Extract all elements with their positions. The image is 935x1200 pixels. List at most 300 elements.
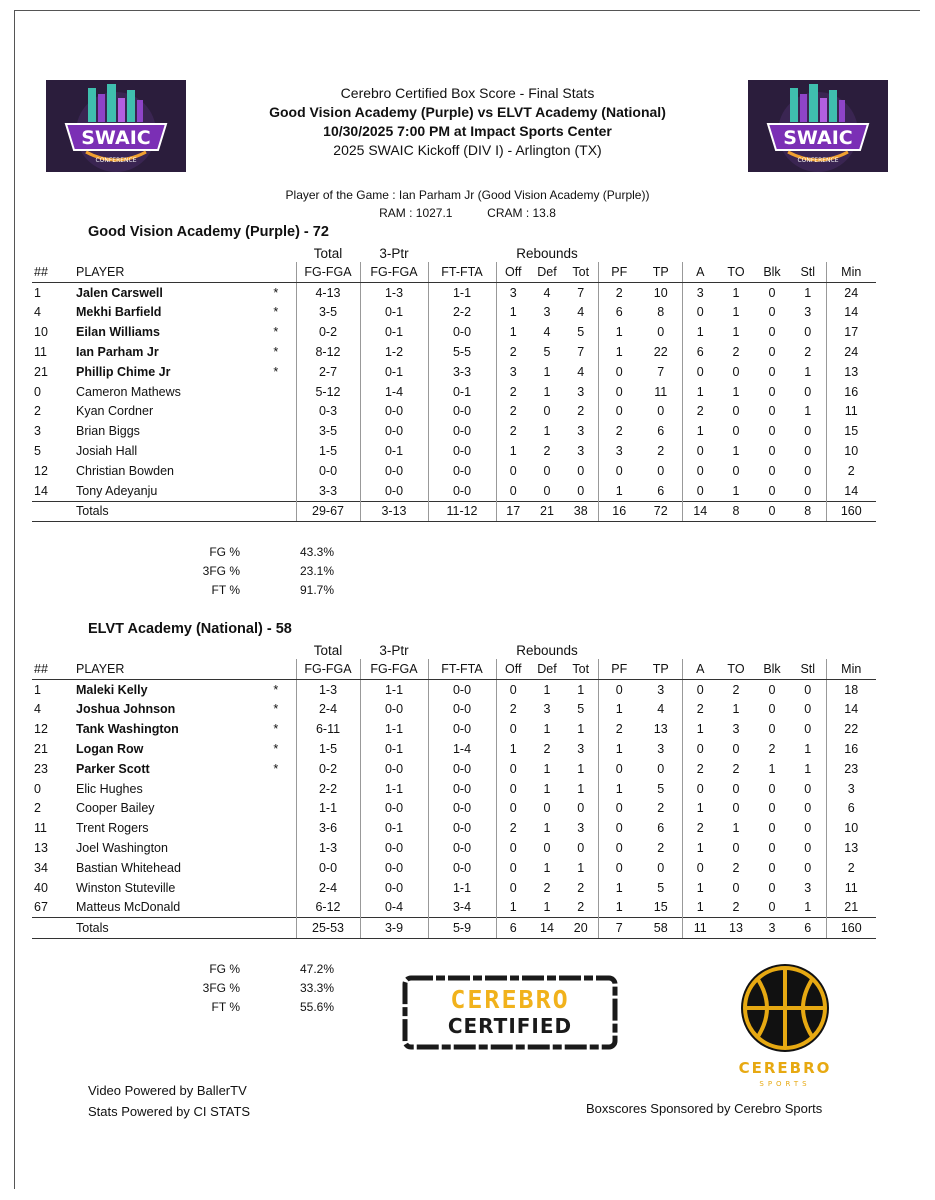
- swaic-logo-graphic: [748, 80, 888, 172]
- totals-label: Totals: [76, 918, 256, 939]
- totals-row: [32, 501, 876, 522]
- col-fg: FG-FGA: [296, 262, 360, 282]
- stat-ft: 0-0: [428, 461, 496, 481]
- stat-pf: 0: [615, 761, 623, 776]
- stat-ft: 0-0: [428, 858, 496, 878]
- total-fg: 25-53: [296, 918, 360, 939]
- player-row: [32, 719, 876, 739]
- player-name: Joshua Johnson: [76, 702, 176, 717]
- stat-fg: 3-6: [296, 818, 360, 838]
- starter-mark: *: [256, 342, 296, 362]
- stat-def: 0: [543, 463, 551, 478]
- stat-min: 16: [844, 384, 859, 399]
- starter-mark: *: [256, 282, 296, 302]
- stat-3fg: 0-1: [360, 441, 428, 461]
- stat-blk: 0: [768, 880, 776, 895]
- starter-mark: *: [256, 322, 296, 342]
- starter-mark: [256, 878, 296, 898]
- player-name: Tank Washington: [76, 722, 179, 737]
- stat-def: 1: [543, 384, 551, 399]
- total-def: 21: [530, 501, 564, 522]
- stat-a: 0: [696, 682, 704, 697]
- stat-fg: 5-12: [296, 382, 360, 402]
- col-num: ##: [32, 659, 76, 679]
- player-row: [32, 382, 876, 402]
- stat-min: 14: [844, 702, 859, 717]
- total-pf: 7: [598, 918, 640, 939]
- player-row: [32, 878, 876, 898]
- stat-a: 1: [696, 801, 704, 816]
- player-of-game: [200, 188, 735, 220]
- stat-3fg: 1-3: [360, 282, 428, 302]
- stat-blk: 0: [768, 384, 776, 399]
- stat-a: 0: [696, 742, 704, 757]
- col-pf: PF: [598, 262, 640, 282]
- stat-3fg: 0-0: [360, 759, 428, 779]
- stat-ft: 0-0: [428, 322, 496, 342]
- stat-pf: 6: [615, 305, 623, 320]
- stat-off: 2: [509, 424, 517, 439]
- stat-pf: 1: [615, 325, 623, 340]
- player-name: Ian Parham Jr: [76, 345, 159, 360]
- stat-tot: 1: [564, 779, 598, 799]
- player-name: Josiah Hall: [76, 444, 138, 459]
- starter-mark: [256, 461, 296, 481]
- stat-ft: 3-3: [428, 362, 496, 382]
- stat-3fg: 0-0: [360, 700, 428, 720]
- player-name: Tony Adeyanju: [76, 483, 158, 498]
- player-row: [32, 481, 876, 501]
- player-name: Mekhi Barfield: [76, 305, 162, 320]
- stat-tp: 0: [640, 759, 682, 779]
- stat-def: 3: [543, 702, 551, 717]
- jersey-number: 10: [34, 325, 48, 340]
- box-score-header: [200, 84, 735, 160]
- stat-tot: 1: [564, 759, 598, 779]
- stat-to: 0: [732, 404, 740, 419]
- starter-mark: *: [256, 700, 296, 720]
- player-row: [32, 898, 876, 918]
- starter-mark: *: [256, 719, 296, 739]
- starter-mark: *: [256, 362, 296, 382]
- total-to: 8: [718, 501, 754, 522]
- stat-tot: 5: [564, 700, 598, 720]
- sponsor-credit: Boxscores Sponsored by Cerebro Sports: [586, 1101, 823, 1116]
- stat-tp: 0: [640, 461, 682, 481]
- stat-fg: 3-5: [296, 303, 360, 323]
- stat-ft: 0-0: [428, 799, 496, 819]
- total-ft: 11-12: [428, 501, 496, 522]
- col-tp: TP: [640, 659, 682, 679]
- col-min: Min: [826, 262, 876, 282]
- stat-off: 1: [509, 900, 517, 915]
- swaic-logo-left: [46, 80, 186, 172]
- starter-mark: [256, 421, 296, 441]
- stat-tot: 3: [564, 818, 598, 838]
- footer-credits: [88, 1080, 250, 1122]
- stat-min: 10: [844, 821, 859, 836]
- stat-ft: 0-0: [428, 818, 496, 838]
- starter-mark: [256, 481, 296, 501]
- stat-stl: 2: [790, 342, 826, 362]
- stat-fg: 1-3: [296, 679, 360, 699]
- player-name: Cameron Mathews: [76, 384, 181, 399]
- starter-mark: [256, 382, 296, 402]
- stat-blk: 0: [768, 325, 776, 340]
- stat-to: 2: [732, 900, 740, 915]
- column-header-row: [32, 262, 876, 282]
- stat-a: 2: [696, 404, 704, 419]
- totals-label: Totals: [76, 501, 256, 522]
- total-stl: 8: [790, 501, 826, 522]
- stat-min: 10: [844, 444, 859, 459]
- starter-mark: *: [256, 739, 296, 759]
- ram-value: RAM : 1027.1: [379, 206, 453, 220]
- stat-to: 0: [732, 742, 740, 757]
- col-blk: Blk: [754, 659, 790, 679]
- stat-tp: 10: [640, 282, 682, 302]
- stat-fg: 2-2: [296, 779, 360, 799]
- stat-blk: 0: [768, 682, 776, 697]
- stat-tp: 11: [640, 382, 682, 402]
- group-rebounds: Rebounds: [516, 642, 578, 658]
- stat-blk: 0: [768, 841, 776, 856]
- jersey-number: 34: [34, 860, 48, 875]
- stat-a: 6: [696, 345, 704, 360]
- stat-tp: 3: [640, 739, 682, 759]
- col-pf: PF: [598, 659, 640, 679]
- stat-tot: 7: [564, 342, 598, 362]
- team1-title: Good Vision Academy (Purple) - 72: [88, 224, 329, 240]
- stat-def: 1: [543, 860, 551, 875]
- stat-a: 2: [696, 761, 704, 776]
- stat-tp: 8: [640, 303, 682, 323]
- stat-3fg: 1-4: [360, 382, 428, 402]
- total-def: 14: [530, 918, 564, 939]
- player-row: [32, 342, 876, 362]
- total-blk: 3: [754, 918, 790, 939]
- jersey-number: 0: [34, 384, 41, 399]
- player-row: [32, 282, 876, 302]
- stat-tp: 0: [640, 322, 682, 342]
- stat-a: 3: [696, 285, 704, 300]
- player-row: [32, 779, 876, 799]
- col-stl: Stl: [790, 659, 826, 679]
- stat-fg: 6-12: [296, 898, 360, 918]
- stat-ft: 2-2: [428, 303, 496, 323]
- stat-blk: 0: [768, 444, 776, 459]
- stat-min: 18: [844, 682, 859, 697]
- stat-def: 1: [543, 722, 551, 737]
- player-row: [32, 818, 876, 838]
- jersey-number: 12: [34, 722, 48, 737]
- stat-stl: 0: [790, 461, 826, 481]
- col-ft: FT-FTA: [428, 659, 496, 679]
- stat-ft: 5-5: [428, 342, 496, 362]
- stat-def: 1: [543, 781, 551, 796]
- stat-to: 1: [732, 384, 740, 399]
- stat-off: 0: [509, 722, 517, 737]
- stat-fg: 2-4: [296, 700, 360, 720]
- col-tp: TP: [640, 262, 682, 282]
- jersey-number: 5: [34, 444, 41, 459]
- player-name: Logan Row: [76, 742, 144, 757]
- jersey-number: 21: [34, 364, 48, 379]
- stat-tp: 0: [640, 858, 682, 878]
- player-row: [32, 402, 876, 422]
- stat-min: 16: [844, 742, 859, 757]
- stat-fg: 4-13: [296, 282, 360, 302]
- stat-ft: 0-0: [428, 719, 496, 739]
- stat-tp: 0: [640, 402, 682, 422]
- stat-min: 21: [844, 900, 859, 915]
- team2-box-table: [32, 641, 876, 939]
- stat-a: 0: [696, 305, 704, 320]
- stat-stl: 0: [790, 838, 826, 858]
- stat-stl: 0: [790, 382, 826, 402]
- stat-3fg: 0-1: [360, 362, 428, 382]
- stat-min: 24: [844, 285, 859, 300]
- stat-tot: 4: [564, 303, 598, 323]
- player-name: Matteus McDonald: [76, 900, 181, 915]
- game-datetime: 10/30/2025 7:00 PM at Impact Sports Center: [323, 123, 612, 139]
- stat-stl: 0: [790, 799, 826, 819]
- col-a: A: [682, 262, 718, 282]
- stat-fg: 1-3: [296, 838, 360, 858]
- header-line1: Cerebro Certified Box Score - Final Stats: [340, 85, 595, 101]
- stat-off: 0: [509, 463, 517, 478]
- col-off: Off: [496, 659, 530, 679]
- stat-min: 2: [847, 860, 855, 875]
- stat-def: 4: [543, 285, 551, 300]
- total-ft: 5-9: [428, 918, 496, 939]
- group-rebounds: Rebounds: [516, 245, 578, 261]
- stat-3fg: 0-0: [360, 481, 428, 501]
- stat-tp: 5: [640, 779, 682, 799]
- stat-stl: 0: [790, 322, 826, 342]
- stat-stl: 1: [790, 402, 826, 422]
- player-name: Jalen Carswell: [76, 285, 163, 300]
- col-def: Def: [530, 262, 564, 282]
- stat-a: 1: [696, 841, 704, 856]
- col-3fg: FG-FGA: [360, 659, 428, 679]
- col-def: Def: [530, 659, 564, 679]
- stat-def: 1: [543, 364, 551, 379]
- player-name: Cooper Bailey: [76, 801, 155, 816]
- stat-tot: 5: [564, 322, 598, 342]
- totals-blank: [256, 501, 296, 522]
- stat-off: 2: [509, 345, 517, 360]
- cerebro-sports-logo: [725, 960, 845, 1090]
- jersey-number: 11: [34, 345, 47, 360]
- stat-stl: 1: [790, 898, 826, 918]
- player-row: [32, 838, 876, 858]
- stat-def: 1: [543, 761, 551, 776]
- basketball-icon: [725, 960, 845, 1090]
- stat-tot: 3: [564, 382, 598, 402]
- stat-3fg: 1-1: [360, 779, 428, 799]
- stat-tp: 2: [640, 838, 682, 858]
- stat-blk: 2: [768, 742, 776, 757]
- player-row: [32, 461, 876, 481]
- potg-ratings: [200, 206, 735, 220]
- stat-min: 14: [844, 305, 859, 320]
- starter-mark: [256, 858, 296, 878]
- stat-def: 1: [543, 821, 551, 836]
- stat-tp: 3: [640, 679, 682, 699]
- stat-ft: 0-0: [428, 421, 496, 441]
- total-off: 6: [496, 918, 530, 939]
- total-3fg: 3-9: [360, 918, 428, 939]
- col-a: A: [682, 659, 718, 679]
- jersey-number: 11: [34, 821, 47, 836]
- stat-3fg: 0-0: [360, 878, 428, 898]
- player-row: [32, 858, 876, 878]
- stat-min: 23: [844, 761, 859, 776]
- jersey-number: 1: [34, 285, 41, 300]
- total-tot: 38: [564, 501, 598, 522]
- starter-mark: [256, 402, 296, 422]
- col-to: TO: [718, 262, 754, 282]
- team2-title: ELVT Academy (National) - 58: [88, 621, 292, 637]
- stat-pf: 2: [615, 424, 623, 439]
- stat-blk: 0: [768, 305, 776, 320]
- stat-blk: 0: [768, 483, 776, 498]
- sports-name-text: CEREBRO: [738, 1059, 832, 1077]
- stat-min: 3: [847, 781, 855, 796]
- col-ft: FT-FTA: [428, 262, 496, 282]
- jersey-number: 13: [34, 841, 48, 856]
- cert-top-text: CEREBRO: [450, 985, 570, 1014]
- stat-tp: 7: [640, 362, 682, 382]
- pct-label: FG %: [209, 545, 240, 559]
- stat-fg: 0-3: [296, 402, 360, 422]
- stat-pf: 1: [615, 781, 623, 796]
- stat-pf: 0: [615, 801, 623, 816]
- stat-pf: 1: [615, 880, 623, 895]
- stat-fg: 8-12: [296, 342, 360, 362]
- stat-ft: 1-1: [428, 878, 496, 898]
- stat-fg: 1-1: [296, 799, 360, 819]
- stat-to: 2: [732, 860, 740, 875]
- totals-blank: [256, 918, 296, 939]
- stat-min: 22: [844, 722, 859, 737]
- stat-off: 1: [509, 742, 517, 757]
- stat-to: 1: [732, 444, 740, 459]
- pct-value: 43.3%: [300, 545, 335, 559]
- pct-label: FT %: [211, 1000, 240, 1014]
- total-pf: 16: [598, 501, 640, 522]
- stat-to: 1: [732, 305, 740, 320]
- stat-min: 17: [844, 325, 859, 340]
- jersey-number: 21: [34, 742, 48, 757]
- stat-off: 2: [509, 384, 517, 399]
- column-header-row: [32, 659, 876, 679]
- stat-stl: 0: [790, 719, 826, 739]
- cram-value: CRAM : 13.8: [487, 206, 556, 220]
- pct-value: 47.2%: [300, 962, 335, 976]
- stat-a: 0: [696, 364, 704, 379]
- stat-3fg: 1-2: [360, 342, 428, 362]
- player-row: [32, 421, 876, 441]
- totals-blank: [32, 918, 76, 939]
- sports-sub-text: SPORTS: [759, 1080, 811, 1088]
- starter-mark: *: [256, 679, 296, 699]
- stat-tot: 0: [564, 481, 598, 501]
- stat-pf: 1: [615, 702, 623, 717]
- stat-3fg: 0-4: [360, 898, 428, 918]
- player-name: Kyan Cordner: [76, 404, 154, 419]
- player-name: Parker Scott: [76, 761, 150, 776]
- stat-3fg: 0-0: [360, 421, 428, 441]
- stat-tot: 4: [564, 362, 598, 382]
- player-row: [32, 322, 876, 342]
- stat-stl: 1: [790, 282, 826, 302]
- stat-ft: 0-0: [428, 481, 496, 501]
- stat-3fg: 0-0: [360, 858, 428, 878]
- starter-mark: [256, 779, 296, 799]
- stat-def: 2: [543, 880, 551, 895]
- jersey-number: 23: [34, 761, 48, 776]
- pct-label: 3FG %: [202, 981, 240, 995]
- team1-box-table: [32, 244, 876, 522]
- stat-tp: 22: [640, 342, 682, 362]
- logo-text: SWAIC: [81, 127, 151, 149]
- player-row: [32, 700, 876, 720]
- jersey-number: 3: [34, 424, 41, 439]
- stat-min: 11: [844, 880, 858, 895]
- stat-pf: 0: [615, 682, 623, 697]
- stat-tot: 3: [564, 421, 598, 441]
- stat-pf: 0: [615, 364, 623, 379]
- stat-3fg: 0-0: [360, 799, 428, 819]
- stat-stl: 3: [790, 878, 826, 898]
- logo-text: SWAIC: [783, 127, 853, 149]
- stat-blk: 0: [768, 463, 776, 478]
- matchup-title: Good Vision Academy (Purple) vs ELVT Academy (National): [269, 104, 666, 120]
- col-min: Min: [826, 659, 876, 679]
- player-name: Brian Biggs: [76, 424, 140, 439]
- starter-mark: [256, 818, 296, 838]
- stat-tot: 2: [564, 898, 598, 918]
- stat-to: 2: [732, 761, 740, 776]
- jersey-number: 14: [34, 483, 48, 498]
- stat-ft: 0-0: [428, 779, 496, 799]
- stat-tot: 1: [564, 719, 598, 739]
- stat-pf: 1: [615, 483, 623, 498]
- col-player: PLAYER: [76, 262, 256, 282]
- stat-to: 0: [732, 424, 740, 439]
- stat-stl: 0: [790, 858, 826, 878]
- stat-def: 0: [543, 841, 551, 856]
- total-a: 14: [682, 501, 718, 522]
- logo-subtext: CONFERENCE: [797, 157, 839, 164]
- stat-3fg: 0-0: [360, 402, 428, 422]
- stat-blk: 1: [768, 761, 776, 776]
- pct-label: FG %: [209, 962, 240, 976]
- stat-stl: 1: [790, 362, 826, 382]
- stat-pf: 0: [615, 860, 623, 875]
- stat-min: 15: [844, 424, 859, 439]
- stat-tp: 2: [640, 799, 682, 819]
- stat-pf: 1: [615, 742, 623, 757]
- stat-pf: 0: [615, 841, 623, 856]
- event-name: 2025 SWAIC Kickoff (DIV I) - Arlington (TX): [333, 142, 602, 158]
- stat-a: 0: [696, 444, 704, 459]
- col-3fg: FG-FGA: [360, 262, 428, 282]
- stat-stl: 0: [790, 700, 826, 720]
- total-to: 13: [718, 918, 754, 939]
